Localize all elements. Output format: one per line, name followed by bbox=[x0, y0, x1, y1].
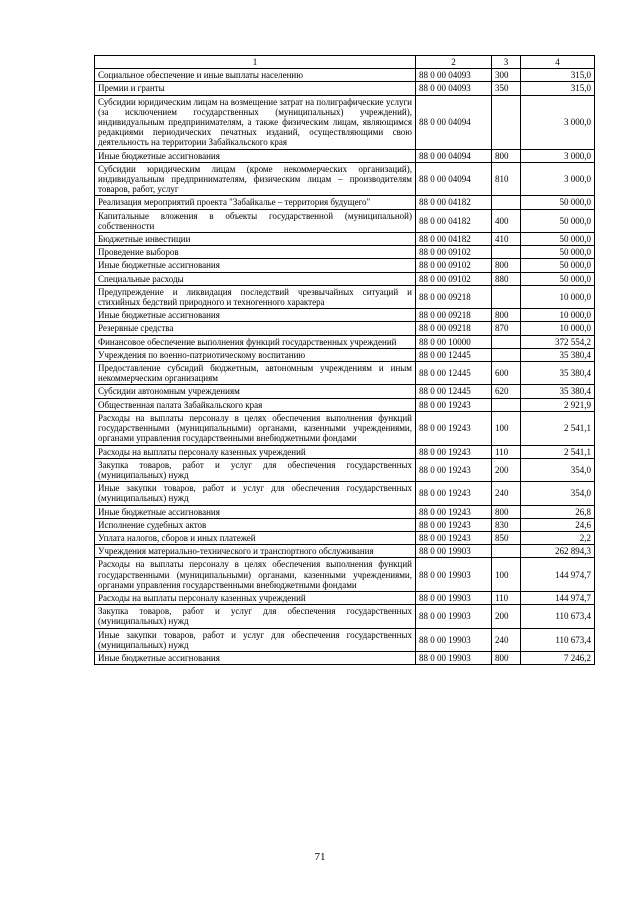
row-amount-cell: 2,2 bbox=[521, 531, 595, 544]
row-name-cell: Премии и гранты bbox=[95, 82, 416, 95]
row-expense-type-cell: 830 bbox=[492, 518, 521, 531]
table-row bbox=[95, 445, 595, 458]
row-amount-cell: 372 554,2 bbox=[521, 335, 595, 348]
header-row bbox=[95, 56, 595, 69]
row-target-article-cell: 88 0 00 09218 bbox=[416, 309, 492, 322]
row-name-cell: Иные бюджетные ассигнования bbox=[95, 309, 416, 322]
row-name-cell: Резервные средства bbox=[95, 322, 416, 335]
row-target-article-cell: 88 0 00 19243 bbox=[416, 398, 492, 411]
row-expense-type-cell: 300 bbox=[492, 69, 521, 82]
row-expense-type-cell: 200 bbox=[492, 605, 521, 628]
row-amount-cell: 50 000,0 bbox=[521, 196, 595, 209]
table-row bbox=[95, 335, 595, 348]
row-target-article-cell: 88 0 00 04182 bbox=[416, 196, 492, 209]
row-target-article-cell: 88 0 00 19243 bbox=[416, 411, 492, 445]
row-expense-type-cell: 870 bbox=[492, 322, 521, 335]
row-expense-type-cell: 850 bbox=[492, 531, 521, 544]
row-name-cell: Учреждения материально-технического и транспортного обслуживания bbox=[95, 545, 416, 558]
row-name-cell: Иные бюджетные ассигнования bbox=[95, 505, 416, 518]
row-name-cell: Предупреждение и ликвидация последствий чрезвычайных ситуаций и стихийных бедствий природного и техногенного характера bbox=[95, 285, 416, 308]
row-target-article-cell: 88 0 00 04094 bbox=[416, 149, 492, 162]
row-amount-cell: 10 000,0 bbox=[521, 322, 595, 335]
row-target-article-cell: 88 0 00 19243 bbox=[416, 458, 492, 481]
row-name-cell: Социальное обеспечение и иные выплаты населению bbox=[95, 69, 416, 82]
row-name-cell: Расходы на выплаты персоналу в целях обеспечения выполнения функций государственными (муниципальными) органами, казенными учреждениями, органами управления государственными внебюджетными фондами bbox=[95, 558, 416, 592]
row-name-cell: Реализация мероприятий проекта "Забайкалье – территория будущего" bbox=[95, 196, 416, 209]
row-expense-type-cell: 620 bbox=[492, 385, 521, 398]
table-row bbox=[95, 458, 595, 481]
row-expense-type-cell bbox=[492, 335, 521, 348]
row-amount-cell: 3 000,0 bbox=[521, 162, 595, 196]
row-target-article-cell: 88 0 00 19903 bbox=[416, 605, 492, 628]
row-target-article-cell: 88 0 00 19243 bbox=[416, 505, 492, 518]
table-row bbox=[95, 69, 595, 82]
row-expense-type-cell: 100 bbox=[492, 558, 521, 592]
table-row bbox=[95, 605, 595, 628]
row-target-article-cell: 88 0 00 04094 bbox=[416, 95, 492, 149]
row-expense-type-cell: 600 bbox=[492, 362, 521, 385]
row-name-cell: Иные закупки товаров, работ и услуг для обеспечения государственных (муниципальных) нужд bbox=[95, 628, 416, 651]
row-target-article-cell: 88 0 00 10000 bbox=[416, 335, 492, 348]
row-amount-cell: 144 974,7 bbox=[521, 558, 595, 592]
row-name-cell: Расходы на выплаты персоналу в целях обеспечения выполнения функций государственными (муниципальными) органами, казенными учреждениями, органами управления государственными внебюджетными фондами bbox=[95, 411, 416, 445]
row-amount-cell: 354,0 bbox=[521, 458, 595, 481]
row-expense-type-cell: 240 bbox=[492, 628, 521, 651]
table-row bbox=[95, 246, 595, 259]
row-name-cell: Иные бюджетные ассигнования bbox=[95, 259, 416, 272]
row-amount-cell: 3 000,0 bbox=[521, 149, 595, 162]
budget-table bbox=[94, 55, 595, 665]
row-target-article-cell: 88 0 00 19243 bbox=[416, 531, 492, 544]
row-expense-type-cell bbox=[492, 348, 521, 361]
row-name-cell: Общественная палата Забайкальского края bbox=[95, 398, 416, 411]
row-name-cell: Расходы на выплаты персоналу казенных учреждений bbox=[95, 591, 416, 604]
row-target-article-cell: 88 0 00 12445 bbox=[416, 348, 492, 361]
row-amount-cell: 7 246,2 bbox=[521, 651, 595, 664]
row-target-article-cell: 88 0 00 19243 bbox=[416, 518, 492, 531]
table-row bbox=[95, 398, 595, 411]
row-amount-cell: 50 000,0 bbox=[521, 246, 595, 259]
table-body bbox=[95, 69, 595, 665]
row-expense-type-cell: 880 bbox=[492, 272, 521, 285]
row-target-article-cell: 88 0 00 04182 bbox=[416, 233, 492, 246]
row-name-cell: Иные бюджетные ассигнования bbox=[95, 651, 416, 664]
row-expense-type-cell: 410 bbox=[492, 233, 521, 246]
row-amount-cell: 2 541,1 bbox=[521, 445, 595, 458]
row-amount-cell: 110 673,4 bbox=[521, 628, 595, 651]
table-row bbox=[95, 348, 595, 361]
table-row bbox=[95, 505, 595, 518]
row-amount-cell: 50 000,0 bbox=[521, 259, 595, 272]
table-row bbox=[95, 95, 595, 149]
column-header-target-article: 2 bbox=[416, 56, 492, 69]
row-name-cell: Исполнение судебных актов bbox=[95, 518, 416, 531]
row-expense-type-cell bbox=[492, 545, 521, 558]
row-name-cell: Субсидии юридическим лицам (кроме некоммерческих организаций), индивидуальным предпринимателям, физическим лицам – производителям товаров, работ, услуг bbox=[95, 162, 416, 196]
row-amount-cell: 35 380,4 bbox=[521, 385, 595, 398]
row-expense-type-cell: 800 bbox=[492, 651, 521, 664]
row-amount-cell: 26,8 bbox=[521, 505, 595, 518]
page-number: 71 bbox=[314, 851, 326, 863]
column-header-amount: 4 bbox=[521, 56, 595, 69]
row-amount-cell: 2 921,9 bbox=[521, 398, 595, 411]
row-target-article-cell: 88 0 00 12445 bbox=[416, 385, 492, 398]
table-row bbox=[95, 591, 595, 604]
row-target-article-cell: 88 0 00 04182 bbox=[416, 209, 492, 232]
row-name-cell: Субсидии юридическим лицам на возмещение затрат на полиграфические услуги (за исключением государственных (муниципальных) учреждений), индивидуальным предпринимателям, а также физическим лицам, являющимся редакциями периодических печатных изданий, осуществляющими свою деятельность на территории Забайкальского края bbox=[95, 95, 416, 149]
row-name-cell: Проведение выборов bbox=[95, 246, 416, 259]
table-row bbox=[95, 322, 595, 335]
table-row bbox=[95, 209, 595, 232]
row-name-cell: Иные закупки товаров, работ и услуг для обеспечения государственных (муниципальных) нужд bbox=[95, 482, 416, 505]
row-expense-type-cell: 110 bbox=[492, 591, 521, 604]
row-target-article-cell: 88 0 00 09102 bbox=[416, 272, 492, 285]
row-name-cell: Закупка товаров, работ и услуг для обеспечения государственных (муниципальных) нужд bbox=[95, 605, 416, 628]
row-amount-cell: 10 000,0 bbox=[521, 285, 595, 308]
row-expense-type-cell: 800 bbox=[492, 309, 521, 322]
row-amount-cell: 262 894,3 bbox=[521, 545, 595, 558]
table-row bbox=[95, 385, 595, 398]
table-row bbox=[95, 545, 595, 558]
row-expense-type-cell: 100 bbox=[492, 411, 521, 445]
row-target-article-cell: 88 0 00 19243 bbox=[416, 482, 492, 505]
table-row bbox=[95, 518, 595, 531]
column-header-name: 1 bbox=[95, 56, 416, 69]
table-row bbox=[95, 362, 595, 385]
row-amount-cell: 50 000,0 bbox=[521, 233, 595, 246]
row-name-cell: Субсидии автономным учреждениям bbox=[95, 385, 416, 398]
row-amount-cell: 315,0 bbox=[521, 82, 595, 95]
row-name-cell: Расходы на выплаты персоналу казенных учреждений bbox=[95, 445, 416, 458]
table-row bbox=[95, 149, 595, 162]
row-amount-cell: 315,0 bbox=[521, 69, 595, 82]
row-expense-type-cell bbox=[492, 95, 521, 149]
row-amount-cell: 35 380,4 bbox=[521, 348, 595, 361]
row-amount-cell: 35 380,4 bbox=[521, 362, 595, 385]
row-name-cell: Предоставление субсидий бюджетным, автономным учреждениям и иным некоммерческим организациям bbox=[95, 362, 416, 385]
table-row bbox=[95, 482, 595, 505]
row-amount-cell: 110 673,4 bbox=[521, 605, 595, 628]
table-row bbox=[95, 558, 595, 592]
table-row bbox=[95, 628, 595, 651]
table-row bbox=[95, 411, 595, 445]
row-name-cell: Закупка товаров, работ и услуг для обеспечения государственных (муниципальных) нужд bbox=[95, 458, 416, 481]
table-row bbox=[95, 196, 595, 209]
row-target-article-cell: 88 0 00 19903 bbox=[416, 651, 492, 664]
row-amount-cell: 354,0 bbox=[521, 482, 595, 505]
row-expense-type-cell: 350 bbox=[492, 82, 521, 95]
table-row bbox=[95, 309, 595, 322]
row-name-cell: Бюджетные инвестиции bbox=[95, 233, 416, 246]
row-expense-type-cell: 200 bbox=[492, 458, 521, 481]
row-target-article-cell: 88 0 00 19243 bbox=[416, 445, 492, 458]
row-amount-cell: 50 000,0 bbox=[521, 272, 595, 285]
table-row bbox=[95, 233, 595, 246]
row-name-cell: Финансовое обеспечение выполнения функций государственных учреждений bbox=[95, 335, 416, 348]
row-target-article-cell: 88 0 00 19903 bbox=[416, 558, 492, 592]
row-expense-type-cell: 800 bbox=[492, 149, 521, 162]
table-header bbox=[95, 56, 595, 69]
row-target-article-cell: 88 0 00 04093 bbox=[416, 82, 492, 95]
row-target-article-cell: 88 0 00 09102 bbox=[416, 246, 492, 259]
row-amount-cell: 2 541,1 bbox=[521, 411, 595, 445]
row-target-article-cell: 88 0 00 09218 bbox=[416, 285, 492, 308]
row-expense-type-cell: 110 bbox=[492, 445, 521, 458]
row-amount-cell: 3 000,0 bbox=[521, 95, 595, 149]
row-name-cell: Иные бюджетные ассигнования bbox=[95, 149, 416, 162]
row-expense-type-cell: 810 bbox=[492, 162, 521, 196]
row-target-article-cell: 88 0 00 19903 bbox=[416, 545, 492, 558]
table-row bbox=[95, 531, 595, 544]
row-target-article-cell: 88 0 00 12445 bbox=[416, 362, 492, 385]
table-row bbox=[95, 82, 595, 95]
row-amount-cell: 24,6 bbox=[521, 518, 595, 531]
row-amount-cell: 10 000,0 bbox=[521, 309, 595, 322]
row-expense-type-cell bbox=[492, 398, 521, 411]
row-target-article-cell: 88 0 00 09218 bbox=[416, 322, 492, 335]
row-expense-type-cell: 800 bbox=[492, 259, 521, 272]
row-name-cell: Уплата налогов, сборов и иных платежей bbox=[95, 531, 416, 544]
row-expense-type-cell: 800 bbox=[492, 505, 521, 518]
row-name-cell: Учреждения по военно-патриотическому воспитанию bbox=[95, 348, 416, 361]
table-row bbox=[95, 259, 595, 272]
row-amount-cell: 144 974,7 bbox=[521, 591, 595, 604]
row-target-article-cell: 88 0 00 04093 bbox=[416, 69, 492, 82]
row-target-article-cell: 88 0 00 19903 bbox=[416, 628, 492, 651]
row-expense-type-cell bbox=[492, 285, 521, 308]
row-expense-type-cell: 240 bbox=[492, 482, 521, 505]
table-row bbox=[95, 162, 595, 196]
row-target-article-cell: 88 0 00 19903 bbox=[416, 591, 492, 604]
row-target-article-cell: 88 0 00 09102 bbox=[416, 259, 492, 272]
row-name-cell: Капитальные вложения в объекты государственной (муниципальной) собственности bbox=[95, 209, 416, 232]
table-row bbox=[95, 651, 595, 664]
table-row bbox=[95, 285, 595, 308]
row-name-cell: Специальные расходы bbox=[95, 272, 416, 285]
column-header-expense-type: 3 bbox=[492, 56, 521, 69]
row-expense-type-cell: 400 bbox=[492, 209, 521, 232]
row-expense-type-cell bbox=[492, 246, 521, 259]
row-expense-type-cell bbox=[492, 196, 521, 209]
row-target-article-cell: 88 0 00 04094 bbox=[416, 162, 492, 196]
table-row bbox=[95, 272, 595, 285]
row-amount-cell: 50 000,0 bbox=[521, 209, 595, 232]
